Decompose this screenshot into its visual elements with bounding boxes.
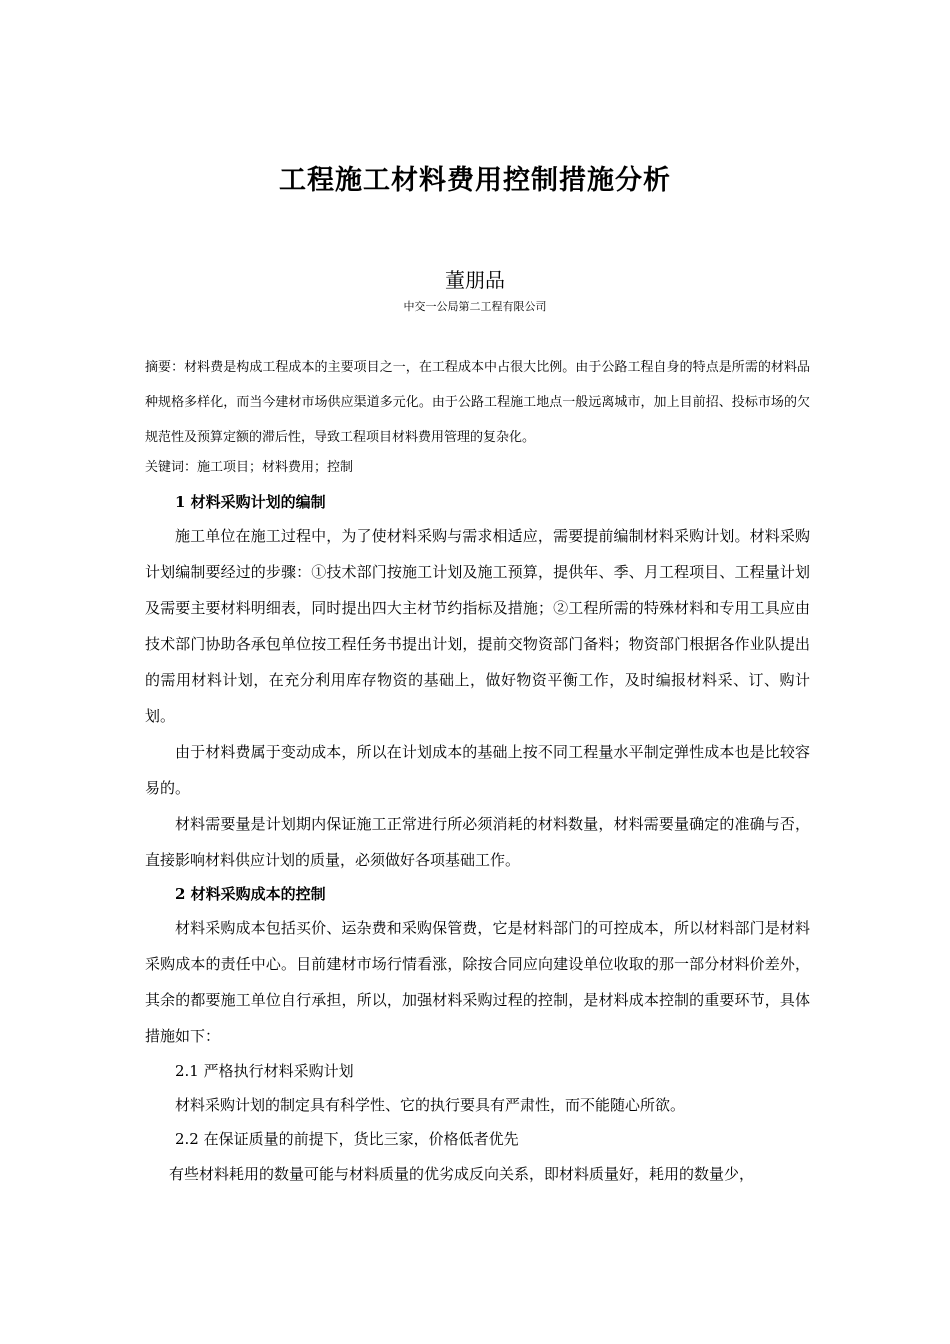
document-title: 工程施工材料费用控制措施分析 (279, 165, 671, 196)
author-affiliation: 中交一公局第二工程有限公司 (403, 300, 547, 313)
body-paragraph: 材料采购计划的制定具有科学性、它的执行要具有严肃性，而不能随心所欲。 (175, 1096, 686, 1114)
body-paragraph: 材料需要量是计划期内保证施工正常进行所必须消耗的材料数量，材料需要量确定的准确与否，直接影响材料供应计划的质量，必须做好各项基础工作。 (145, 815, 810, 869)
subsection-heading: 2.2 在保证质量的前提下，货比三家，价格低者优先 (175, 1130, 519, 1148)
body-paragraph: 有些材料耗用的数量可能与材料质量的优劣成反向关系，即材料质量好，耗用的数量少， (169, 1165, 755, 1183)
keywords-line: 关键词：施工项目；材料费用；控制 (145, 460, 354, 475)
subsection-heading: 2.1 严格执行材料采购计划 (175, 1062, 354, 1080)
body-paragraph: 材料采购成本包括买价、运杂费和采购保管费，它是材料部门的可控成本，所以材料部门是材料采购成本的责任中心。目前建材市场行情看涨，除按合同应向建设单位收取的那一部分材料价差外，其余的都要施工单位自行承担，所以，加强材料采购过程的控制，是材料成本控制的重要环节，具体措施如下： (145, 919, 810, 1045)
document-body (145, 486, 810, 1192)
abstract-paragraph: 摘要：材料费是构成工程成本的主要项目之一，在工程成本中占很大比例。由于公路工程自身的特点是所需的材料品种规格多样化，而当今建材市场供应渠道多元化。由于公路工程施工地点一般远离城市，加上目前招、投标市场的欠规范性及预算定额的滞后性，导致工程项目材料费用管理的复杂化。 (145, 360, 810, 445)
body-paragraph: 施工单位在施工过程中，为了使材料采购与需求相适应，需要提前编制材料采购计划。材料采购计划编制要经过的步骤：①技术部门按施工计划及施工预算，提供年、季、月工程项目、工程量计划及需要主要材料明细表，同时提出四大主材节约指标及措施；②工程所需的特殊材料和专用工具应由技术部门协助各承包单位按工程任务书提出计划，提前交物资部门备料；物资部门根据各作业队提出的需用材料计划，在充分利用库存物资的基础上，做好物资平衡工作，及时编报材料采、订、购计划。 (145, 527, 810, 725)
section-heading: 2 材料采购成本的控制 (175, 885, 326, 903)
body-paragraph: 由于材料费属于变动成本，所以在计划成本的基础上按不同工程量水平制定弹性成本也是比较容易的。 (145, 743, 810, 797)
author-name: 董朋品 (445, 268, 505, 292)
section-heading: 1 材料采购计划的编制 (175, 493, 326, 511)
